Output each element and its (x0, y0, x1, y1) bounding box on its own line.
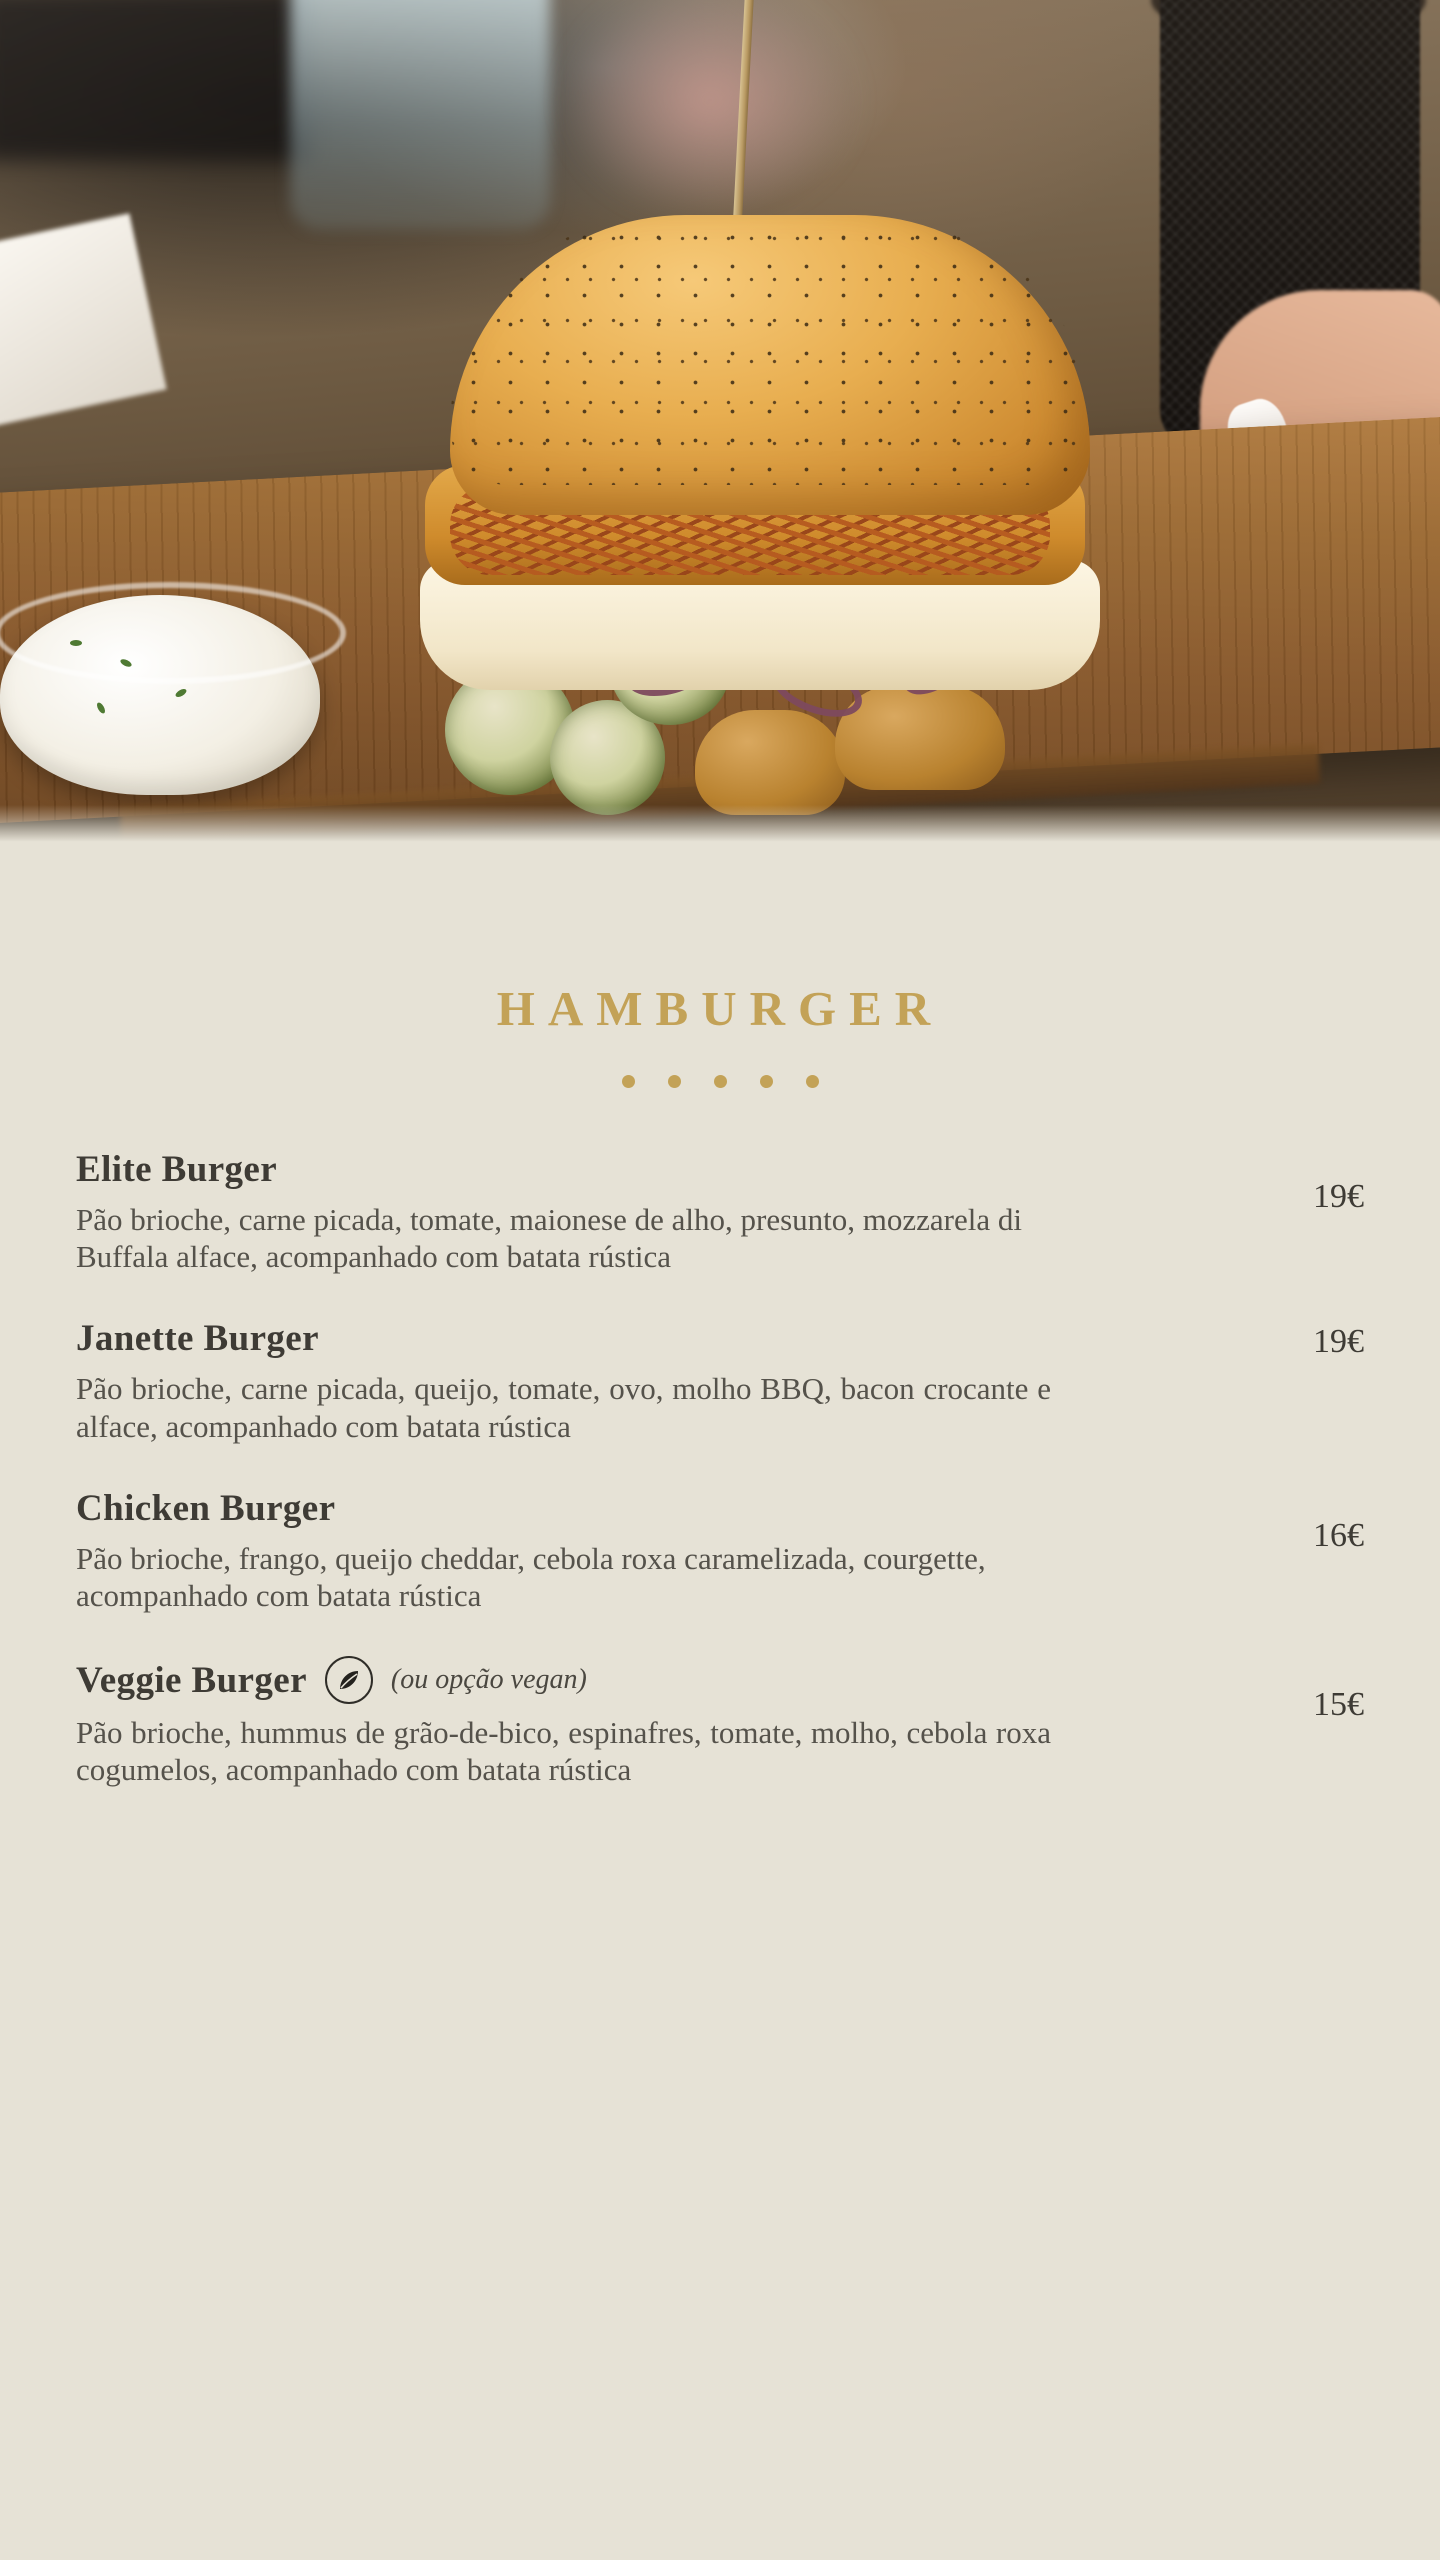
photo-dark-counter (0, 0, 310, 160)
hero-burger-photo (0, 0, 1440, 845)
menu-item-name: Janette Burger (76, 1318, 319, 1360)
menu-item-list (76, 1148, 1364, 1789)
photo-burger (395, 215, 1135, 795)
menu-item-description: Pão brioche, frango, queijo cheddar, cebola roxa caramelizada, courgette, acompanhado com batata rústica (76, 1540, 986, 1613)
divider-dot (622, 1075, 635, 1088)
photo-herb (70, 640, 82, 646)
menu-item-price: 16€ (1313, 1516, 1364, 1554)
menu-item (76, 1656, 1364, 1788)
menu-item-description: Pão brioche, carne picada, queijo, tomate, ovo, molho BBQ, bacon crocante e alface, acompanhado com batata rústica (76, 1371, 1051, 1444)
menu-item-body (76, 1487, 1076, 1614)
menu-item-body (76, 1148, 1076, 1275)
menu-item-description: Pão brioche, carne picada, tomate, maionese de alho, presunto, mozzarela di Buffala alface, acompanhado com batata rústica (76, 1202, 1022, 1275)
photo-bottom-fade (0, 805, 1440, 845)
photo-glass (290, 0, 550, 230)
menu-section (0, 845, 1440, 1831)
vegan-leaf-icon (325, 1656, 373, 1704)
menu-item-header (76, 1487, 1076, 1530)
menu-item-header (76, 1656, 1076, 1704)
menu-item-name: Chicken Burger (76, 1487, 336, 1529)
menu-item-header (76, 1148, 1076, 1191)
menu-item-price: 19€ (1313, 1323, 1364, 1361)
divider-dot (668, 1075, 681, 1088)
menu-item (76, 1487, 1364, 1614)
divider-dot (714, 1075, 727, 1088)
menu-item-body (76, 1317, 1076, 1444)
divider-dot (806, 1075, 819, 1088)
menu-item-body (76, 1656, 1076, 1788)
photo-poppy-seeds (450, 215, 1090, 485)
menu-item-name: Elite Burger (76, 1149, 278, 1190)
photo-mushroom (695, 710, 845, 815)
divider-dots (76, 1075, 1364, 1088)
menu-item-name: Veggie Burger (76, 1659, 307, 1701)
menu-item (76, 1148, 1364, 1275)
menu-item-header (76, 1317, 1076, 1360)
menu-item-price: 15€ (1313, 1686, 1364, 1724)
menu-item-price: 19€ (1313, 1178, 1364, 1215)
divider-dot (760, 1075, 773, 1088)
menu-item-description: Pão brioche, hummus de grão-de-bico, espinafres, tomate, molho, cebola roxa cogumelos, acompanhado com batata rústica (76, 1715, 1051, 1788)
photo-sauce-bowl-rim (0, 582, 346, 684)
menu-item (76, 1317, 1364, 1444)
photo-background-blur (560, 0, 860, 220)
vegan-note: (ou opção vegan) (390, 1664, 587, 1696)
page-title: HAMBURGER (496, 981, 944, 1036)
